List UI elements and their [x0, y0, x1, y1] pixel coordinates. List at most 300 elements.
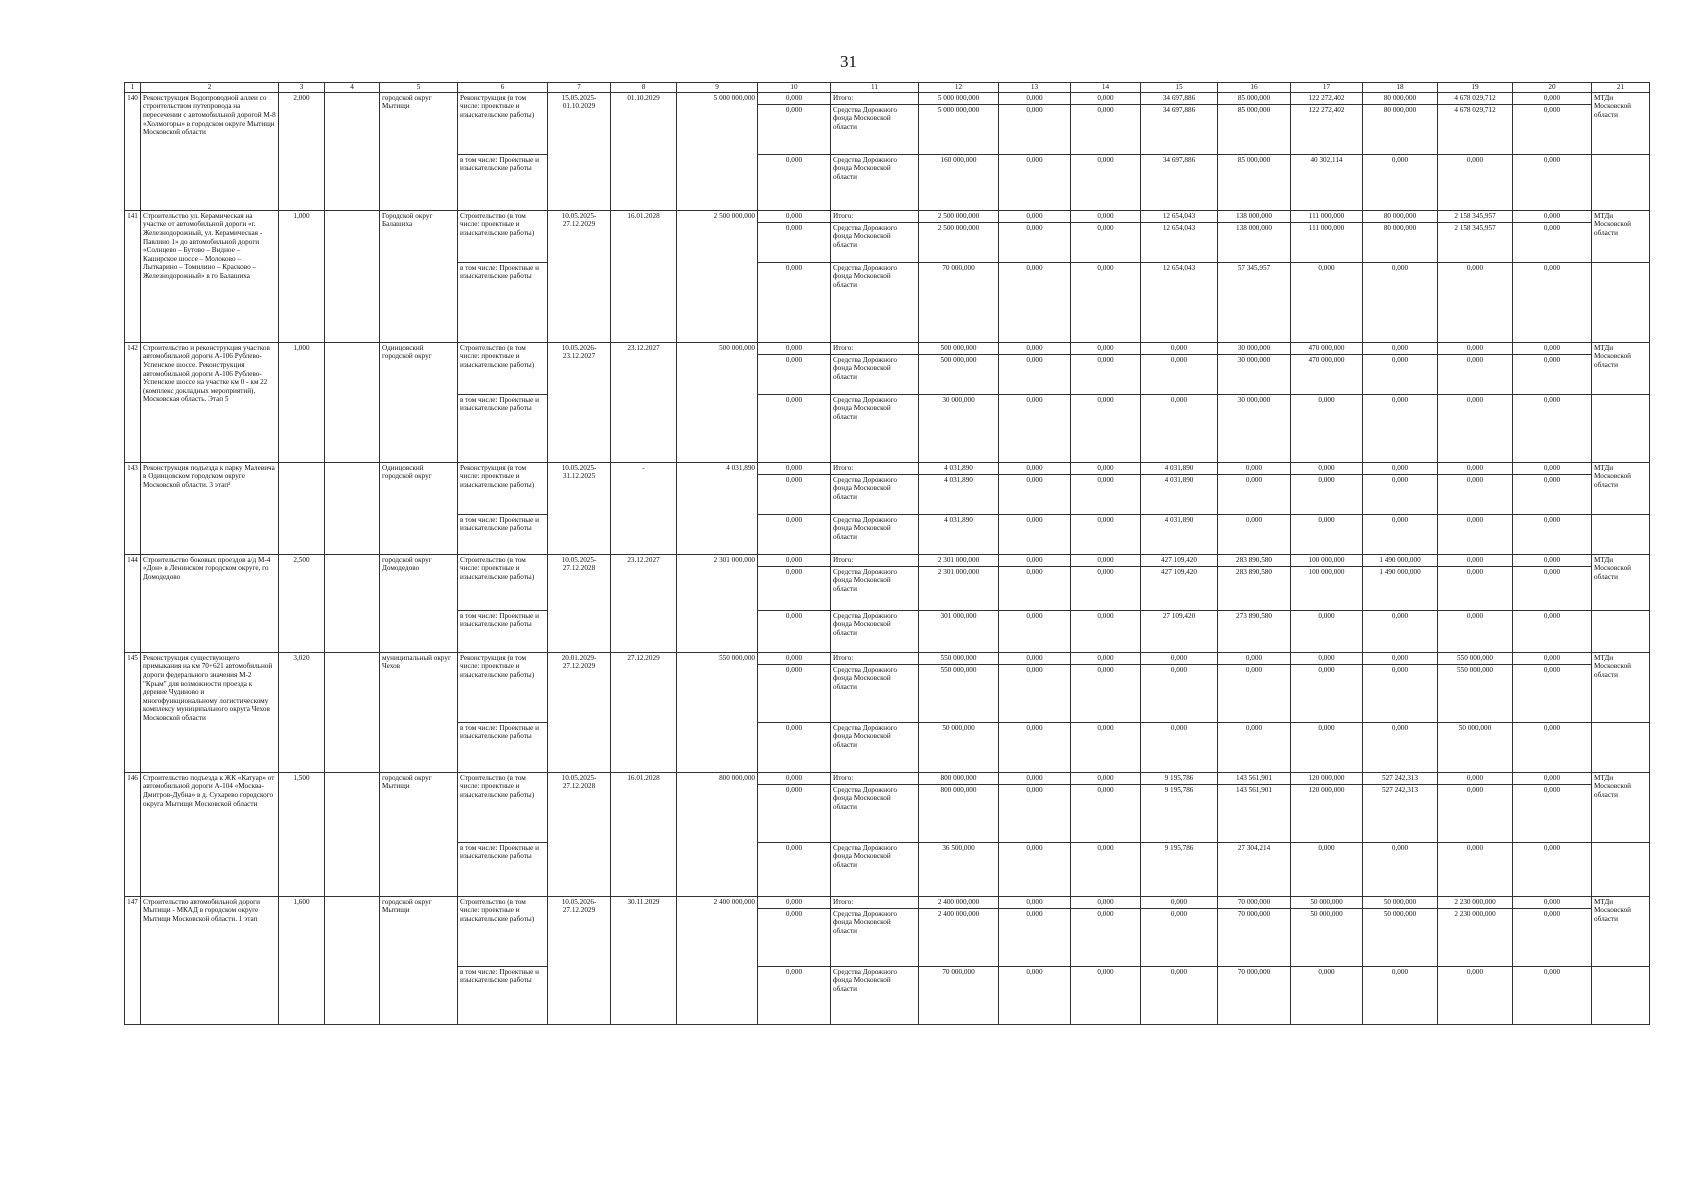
c17-value: 470 000,000	[1291, 342, 1363, 354]
source-label: Итого:	[831, 896, 919, 908]
c15-value: 0,000	[1141, 394, 1218, 462]
executor: МТДи Московской области	[1592, 462, 1650, 514]
c19-value: 2 158 345,957	[1438, 210, 1513, 222]
c14-value: 0,000	[1071, 514, 1141, 554]
sub-work-label: в том числе: Проектные и изыскательские работы	[458, 514, 548, 554]
municipality: Городской округ Балашиха	[380, 210, 458, 342]
c15-value: 12 654,043	[1141, 210, 1218, 222]
c18-value: 80 000,000	[1363, 222, 1438, 262]
c18-value: 0,000	[1363, 610, 1438, 652]
work-type: Строительство (в том числе: проектные и изыскательские работы)	[458, 210, 548, 262]
c13-value: 0,000	[999, 566, 1071, 610]
c15-value: 0,000	[1141, 664, 1218, 722]
c17-value: 122 272,402	[1291, 104, 1363, 154]
c18-value: 0,000	[1363, 966, 1438, 1024]
c10-value: 0,000	[758, 652, 831, 664]
c13-value: 0,000	[999, 722, 1071, 772]
c17-value: 0,000	[1291, 842, 1363, 896]
c16-value: 0,000	[1218, 664, 1291, 722]
c15-value: 0,000	[1141, 722, 1218, 772]
c14-value: 0,000	[1071, 908, 1141, 966]
row-number: 144	[125, 554, 141, 652]
c15-value: 9 195,786	[1141, 772, 1218, 784]
capacity-value: 1,600	[279, 896, 325, 1024]
c16-value: 30 000,000	[1218, 354, 1291, 394]
work-dates: 10.05.2025-27.12.2028	[548, 554, 611, 652]
c16-value: 143 561,901	[1218, 784, 1291, 842]
c14-value: 0,000	[1071, 210, 1141, 222]
work-dates: 10.05.2025-31.12.2025	[548, 462, 611, 554]
c18-value: 50 000,000	[1363, 908, 1438, 966]
executor: МТДи Московской области	[1592, 772, 1650, 842]
c20-value: 0,000	[1513, 354, 1592, 394]
c19-value: 0,000	[1438, 474, 1513, 514]
municipality: Одинцовский городской округ	[380, 342, 458, 462]
c20-value: 0,000	[1513, 104, 1592, 154]
c14-value: 0,000	[1071, 772, 1141, 784]
column-number: 14	[1071, 83, 1141, 93]
c16-value: 283 890,580	[1218, 566, 1291, 610]
column-number: 13	[999, 83, 1071, 93]
c13-value: 0,000	[999, 354, 1071, 394]
c13-value: 0,000	[999, 394, 1071, 462]
column-4-value	[325, 652, 380, 772]
c17-value: 470 000,000	[1291, 354, 1363, 394]
capacity-value: 1,500	[279, 772, 325, 896]
c20-value: 0,000	[1513, 784, 1592, 842]
c20-value: 0,000	[1513, 262, 1592, 342]
c17-value: 120 000,000	[1291, 772, 1363, 784]
column-4-value	[325, 462, 380, 554]
completion-date: 23.12.2027	[611, 554, 677, 652]
c17-value: 122 272,402	[1291, 92, 1363, 104]
c16-value: 143 561,901	[1218, 772, 1291, 784]
c20-value: 0,000	[1513, 154, 1592, 210]
c18-value: 1 490 000,000	[1363, 566, 1438, 610]
executor: МТДи Московской области	[1592, 92, 1650, 154]
work-type: Строительство (в том числе: проектные и изыскательские работы)	[458, 896, 548, 966]
c20-value: 0,000	[1513, 474, 1592, 514]
c14-value: 0,000	[1071, 966, 1141, 1024]
c18-value: 0,000	[1363, 154, 1438, 210]
table-row	[125, 772, 1650, 784]
c19-value: 0,000	[1438, 262, 1513, 342]
completion-date: -	[611, 462, 677, 554]
c18-value: 80 000,000	[1363, 92, 1438, 104]
completion-date: 01.10.2029	[611, 92, 677, 210]
work-type: Реконструкция (в том числе: проектные и изыскательские работы)	[458, 462, 548, 514]
work-type: Строительство (в том числе: проектные и изыскательские работы)	[458, 554, 548, 610]
source-label: Средства Дорожного фонда Московской области	[831, 354, 919, 394]
c18-value: 527 242,313	[1363, 772, 1438, 784]
source-label: Итого:	[831, 554, 919, 566]
c12-value: 2 500 000,000	[919, 210, 999, 222]
c15-value: 0,000	[1141, 354, 1218, 394]
c20-value: 0,000	[1513, 222, 1592, 262]
column-number: 5	[380, 83, 458, 93]
source-label: Средства Дорожного фонда Московской области	[831, 966, 919, 1024]
c12-value: 301 000,000	[919, 610, 999, 652]
object-name: Строительство и реконструкция участков автомобильной дороги А-106 Рублево-Успенское шоссе. Реконструкция автомобильной дороги А-106 Рублево-Успенское шоссе на участке км 0 - км 22 (комплекс докладных мероприятий), Московская область. Этап 5	[141, 342, 279, 462]
c17-value: 0,000	[1291, 652, 1363, 664]
c12-value: 500 000,000	[919, 354, 999, 394]
c14-value: 0,000	[1071, 104, 1141, 154]
c17-value: 0,000	[1291, 514, 1363, 554]
c15-value: 427 109,420	[1141, 566, 1218, 610]
c13-value: 0,000	[999, 896, 1071, 908]
c19-value: 2 158 345,957	[1438, 222, 1513, 262]
object-name: Реконструкция существующего примыкания на км 70+621 автомобильной дороги федерального значения М-2 "Крым" для возможности проезда к деревне Чудиново и многофункциональному логистическому комплексу муниципального округа Чехов Московской области	[141, 652, 279, 772]
c13-value: 0,000	[999, 514, 1071, 554]
column-number: 11	[831, 83, 919, 93]
c14-value: 0,000	[1071, 554, 1141, 566]
c12-value: 550 000,000	[919, 652, 999, 664]
c18-value: 0,000	[1363, 514, 1438, 554]
column-number: 17	[1291, 83, 1363, 93]
c14-value: 0,000	[1071, 222, 1141, 262]
column-number: 16	[1218, 83, 1291, 93]
c18-value: 0,000	[1363, 262, 1438, 342]
c16-value: 283 890,580	[1218, 554, 1291, 566]
c12-value: 30 000,000	[919, 394, 999, 462]
completion-date: 16.01.2028	[611, 772, 677, 896]
row-number: 140	[125, 92, 141, 210]
c20-value: 0,000	[1513, 896, 1592, 908]
c17-value: 0,000	[1291, 664, 1363, 722]
c14-value: 0,000	[1071, 896, 1141, 908]
c18-value: 0,000	[1363, 354, 1438, 394]
total-cost: 2 500 000,000	[677, 210, 758, 342]
executor-empty	[1592, 154, 1650, 210]
municipality: городской округ Мытищи	[380, 772, 458, 896]
column-number-row	[125, 83, 1650, 93]
c18-value: 0,000	[1363, 664, 1438, 722]
c18-value: 0,000	[1363, 474, 1438, 514]
sub-work-label: в том числе: Проектные и изыскательские работы	[458, 394, 548, 462]
c15-value: 34 697,886	[1141, 104, 1218, 154]
c10-value: 0,000	[758, 610, 831, 652]
c17-value: 120 000,000	[1291, 784, 1363, 842]
municipality: городской округ Мытищи	[380, 92, 458, 210]
column-4-value	[325, 896, 380, 1024]
c12-value: 4 031,890	[919, 514, 999, 554]
c15-value: 12 654,043	[1141, 262, 1218, 342]
c12-value: 70 000,000	[919, 262, 999, 342]
column-number: 18	[1363, 83, 1438, 93]
c16-value: 138 000,000	[1218, 210, 1291, 222]
completion-date: 23.12.2027	[611, 342, 677, 462]
c15-value: 27 109,420	[1141, 610, 1218, 652]
c16-value: 30 000,000	[1218, 342, 1291, 354]
object-name: Строительство подъезда к ЖК «Катуар» от автомобильной дороги А-104 «Москва-Дмитров-Дубна» в д. Сухарево городского округа Мытищи Московской области	[141, 772, 279, 896]
c15-value: 0,000	[1141, 896, 1218, 908]
c12-value: 4 031,890	[919, 462, 999, 474]
c18-value: 0,000	[1363, 652, 1438, 664]
work-type: Реконструкция (в том числе: проектные и изыскательские работы)	[458, 652, 548, 722]
c19-value: 0,000	[1438, 772, 1513, 784]
c16-value: 273 890,580	[1218, 610, 1291, 652]
c17-value: 0,000	[1291, 610, 1363, 652]
program-table	[124, 82, 1650, 1025]
c19-value: 0,000	[1438, 514, 1513, 554]
c10-value: 0,000	[758, 462, 831, 474]
c14-value: 0,000	[1071, 354, 1141, 394]
column-number: 15	[1141, 83, 1218, 93]
c20-value: 0,000	[1513, 664, 1592, 722]
column-number: 10	[758, 83, 831, 93]
c15-value: 0,000	[1141, 908, 1218, 966]
municipality: городской округ Домодедово	[380, 554, 458, 652]
column-number: 8	[611, 83, 677, 93]
row-number: 147	[125, 896, 141, 1024]
c19-value: 2 230 000,000	[1438, 896, 1513, 908]
c13-value: 0,000	[999, 652, 1071, 664]
column-number: 9	[677, 83, 758, 93]
c12-value: 4 031,890	[919, 474, 999, 514]
c17-value: 0,000	[1291, 722, 1363, 772]
column-number: 1	[125, 83, 141, 93]
column-number: 6	[458, 83, 548, 93]
c20-value: 0,000	[1513, 966, 1592, 1024]
c10-value: 0,000	[758, 210, 831, 222]
c14-value: 0,000	[1071, 474, 1141, 514]
total-cost: 500 000,000	[677, 342, 758, 462]
c19-value: 550 000,000	[1438, 652, 1513, 664]
c10-value: 0,000	[758, 664, 831, 722]
c12-value: 5 000 000,000	[919, 104, 999, 154]
c12-value: 2 500 000,000	[919, 222, 999, 262]
c19-value: 0,000	[1438, 566, 1513, 610]
c18-value: 80 000,000	[1363, 210, 1438, 222]
c14-value: 0,000	[1071, 566, 1141, 610]
c12-value: 2 301 000,000	[919, 554, 999, 566]
executor-empty	[1592, 842, 1650, 896]
c16-value: 85 000,000	[1218, 154, 1291, 210]
c14-value: 0,000	[1071, 262, 1141, 342]
municipality: городской округ Мытищи	[380, 896, 458, 1024]
c16-value: 0,000	[1218, 722, 1291, 772]
executor: МТДи Московской области	[1592, 896, 1650, 966]
capacity-value: 1,000	[279, 210, 325, 342]
table-row	[125, 210, 1650, 222]
c10-value: 0,000	[758, 92, 831, 104]
c18-value: 0,000	[1363, 462, 1438, 474]
c16-value: 27 304,214	[1218, 842, 1291, 896]
work-type: Строительство (в том числе: проектные и изыскательские работы)	[458, 772, 548, 842]
c17-value: 0,000	[1291, 262, 1363, 342]
c16-value: 70 000,000	[1218, 908, 1291, 966]
c18-value: 50 000,000	[1363, 896, 1438, 908]
c13-value: 0,000	[999, 154, 1071, 210]
row-number: 146	[125, 772, 141, 896]
total-cost: 2 400 000,000	[677, 896, 758, 1024]
c10-value: 0,000	[758, 104, 831, 154]
c19-value: 2 230 000,000	[1438, 908, 1513, 966]
total-cost: 800 000,000	[677, 772, 758, 896]
source-label: Средства Дорожного фонда Московской области	[831, 394, 919, 462]
c14-value: 0,000	[1071, 462, 1141, 474]
executor: МТДи Московской области	[1592, 342, 1650, 394]
work-type: Реконструкция (в том числе: проектные и изыскательские работы)	[458, 92, 548, 154]
c13-value: 0,000	[999, 342, 1071, 354]
c17-value: 111 000,000	[1291, 210, 1363, 222]
sub-work-label: в том числе: Проектные и изыскательские работы	[458, 154, 548, 210]
executor-empty	[1592, 262, 1650, 342]
c13-value: 0,000	[999, 610, 1071, 652]
c17-value: 0,000	[1291, 462, 1363, 474]
c12-value: 2 400 000,000	[919, 908, 999, 966]
c16-value: 85 000,000	[1218, 92, 1291, 104]
c16-value: 0,000	[1218, 474, 1291, 514]
c16-value: 0,000	[1218, 462, 1291, 474]
c10-value: 0,000	[758, 966, 831, 1024]
c14-value: 0,000	[1071, 92, 1141, 104]
source-label: Итого:	[831, 92, 919, 104]
c14-value: 0,000	[1071, 154, 1141, 210]
c19-value: 0,000	[1438, 784, 1513, 842]
c13-value: 0,000	[999, 966, 1071, 1024]
column-4-value	[325, 92, 380, 210]
executor-empty	[1592, 966, 1650, 1024]
executor: МТДи Московской области	[1592, 554, 1650, 610]
c15-value: 0,000	[1141, 652, 1218, 664]
c14-value: 0,000	[1071, 342, 1141, 354]
completion-date: 16.01.2028	[611, 210, 677, 342]
column-4-value	[325, 554, 380, 652]
capacity-value	[279, 462, 325, 554]
c15-value: 12 654,043	[1141, 222, 1218, 262]
c15-value: 4 031,890	[1141, 462, 1218, 474]
c17-value: 111 000,000	[1291, 222, 1363, 262]
executor-empty	[1592, 394, 1650, 462]
c13-value: 0,000	[999, 842, 1071, 896]
c12-value: 50 000,000	[919, 722, 999, 772]
sub-work-label: в том числе: Проектные и изыскательские работы	[458, 842, 548, 896]
c16-value: 85 000,000	[1218, 104, 1291, 154]
c16-value: 138 000,000	[1218, 222, 1291, 262]
work-dates: 15.05.2025-01.10.2029	[548, 92, 611, 210]
table-row	[125, 652, 1650, 664]
c13-value: 0,000	[999, 462, 1071, 474]
object-name: Строительство автомобильной дороги Мытищи - МКАД в городском округе Мытищи Московской области. 1 этап	[141, 896, 279, 1024]
c10-value: 0,000	[758, 772, 831, 784]
c18-value: 0,000	[1363, 842, 1438, 896]
work-dates: 10.05.2026-23.12.2027	[548, 342, 611, 462]
c17-value: 50 000,000	[1291, 896, 1363, 908]
object-name: Реконструкция Водопроводной аллеи со строительством путепровода на пересечении с автомобильной дорогой М-8 «Холмогоры» в городском округе Мытищи Московской области	[141, 92, 279, 210]
work-dates: 10.05.2025-27.12.2029	[548, 210, 611, 342]
column-4-value	[325, 210, 380, 342]
c10-value: 0,000	[758, 842, 831, 896]
municipality: муниципальный округ Чехов	[380, 652, 458, 772]
c20-value: 0,000	[1513, 514, 1592, 554]
c15-value: 34 697,886	[1141, 92, 1218, 104]
table-row	[125, 92, 1650, 104]
c13-value: 0,000	[999, 664, 1071, 722]
c17-value: 0,000	[1291, 966, 1363, 1024]
source-label: Средства Дорожного фонда Московской области	[831, 566, 919, 610]
c20-value: 0,000	[1513, 722, 1592, 772]
c10-value: 0,000	[758, 474, 831, 514]
c15-value: 9 195,786	[1141, 784, 1218, 842]
c10-value: 0,000	[758, 908, 831, 966]
work-dates: 20.01.2029-27.12.2029	[548, 652, 611, 772]
total-cost: 5 000 000,000	[677, 92, 758, 210]
source-label: Итого:	[831, 210, 919, 222]
total-cost: 2 301 000,000	[677, 554, 758, 652]
c19-value: 0,000	[1438, 610, 1513, 652]
municipality: Одинцовский городской округ	[380, 462, 458, 554]
executor-empty	[1592, 610, 1650, 652]
c10-value: 0,000	[758, 784, 831, 842]
c17-value: 40 302,114	[1291, 154, 1363, 210]
source-label: Итого:	[831, 772, 919, 784]
row-number: 142	[125, 342, 141, 462]
executor-empty	[1592, 722, 1650, 772]
c20-value: 0,000	[1513, 342, 1592, 354]
c19-value: 0,000	[1438, 966, 1513, 1024]
c14-value: 0,000	[1071, 722, 1141, 772]
c12-value: 2 400 000,000	[919, 896, 999, 908]
c10-value: 0,000	[758, 262, 831, 342]
c13-value: 0,000	[999, 784, 1071, 842]
c17-value: 100 000,000	[1291, 554, 1363, 566]
c16-value: 57 345,957	[1218, 262, 1291, 342]
column-number: 3	[279, 83, 325, 93]
row-number: 143	[125, 462, 141, 554]
source-label: Средства Дорожного фонда Московской области	[831, 474, 919, 514]
source-label: Средства Дорожного фонда Московской области	[831, 842, 919, 896]
source-label: Средства Дорожного фонда Московской области	[831, 222, 919, 262]
c16-value: 30 000,000	[1218, 394, 1291, 462]
source-label: Средства Дорожного фонда Московской области	[831, 784, 919, 842]
c10-value: 0,000	[758, 722, 831, 772]
c10-value: 0,000	[758, 354, 831, 394]
completion-date: 30.11.2029	[611, 896, 677, 1024]
c20-value: 0,000	[1513, 92, 1592, 104]
sub-work-label: в том числе: Проектные и изыскательские работы	[458, 610, 548, 652]
c12-value: 500 000,000	[919, 342, 999, 354]
c20-value: 0,000	[1513, 908, 1592, 966]
source-label: Средства Дорожного фонда Московской области	[831, 262, 919, 342]
c13-value: 0,000	[999, 210, 1071, 222]
capacity-value: 1,000	[279, 342, 325, 462]
c13-value: 0,000	[999, 222, 1071, 262]
c12-value: 800 000,000	[919, 772, 999, 784]
column-number: 2	[141, 83, 279, 93]
c14-value: 0,000	[1071, 842, 1141, 896]
table-row	[125, 462, 1650, 474]
c17-value: 0,000	[1291, 474, 1363, 514]
c14-value: 0,000	[1071, 784, 1141, 842]
c10-value: 0,000	[758, 896, 831, 908]
c10-value: 0,000	[758, 514, 831, 554]
c20-value: 0,000	[1513, 554, 1592, 566]
c20-value: 0,000	[1513, 772, 1592, 784]
c18-value: 0,000	[1363, 342, 1438, 354]
c10-value: 0,000	[758, 554, 831, 566]
c12-value: 70 000,000	[919, 966, 999, 1024]
c18-value: 0,000	[1363, 394, 1438, 462]
source-label: Итого:	[831, 462, 919, 474]
c13-value: 0,000	[999, 772, 1071, 784]
c19-value: 4 678 029,712	[1438, 92, 1513, 104]
c14-value: 0,000	[1071, 394, 1141, 462]
c18-value: 0,000	[1363, 722, 1438, 772]
c20-value: 0,000	[1513, 610, 1592, 652]
c20-value: 0,000	[1513, 394, 1592, 462]
c12-value: 550 000,000	[919, 664, 999, 722]
